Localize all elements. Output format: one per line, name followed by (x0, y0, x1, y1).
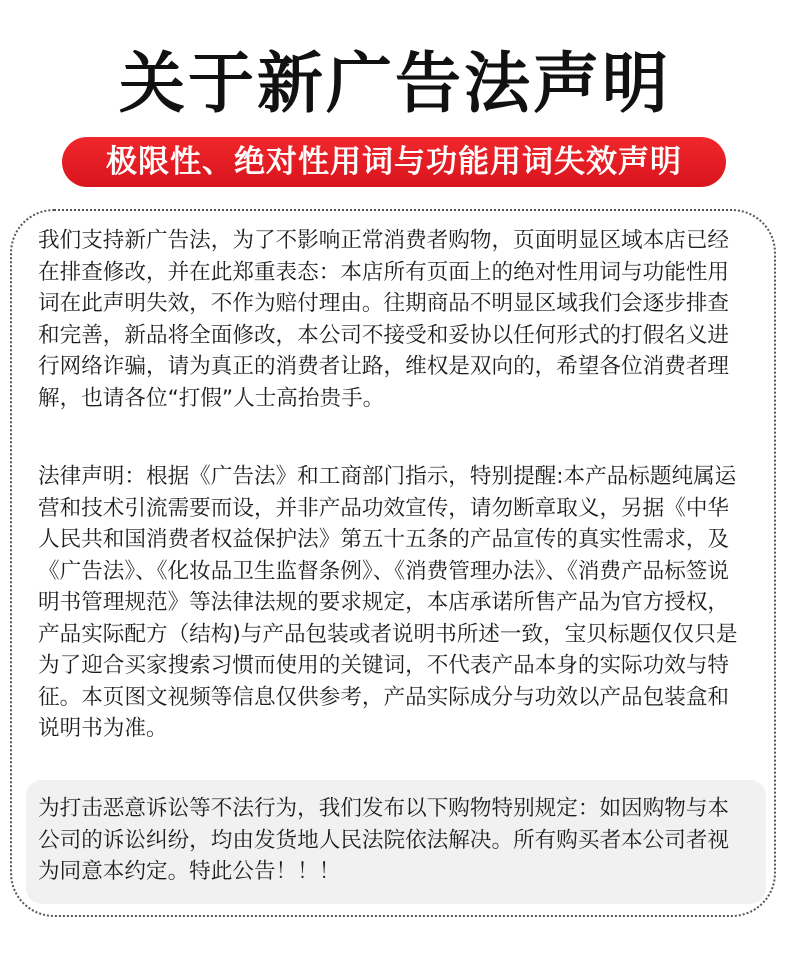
subtitle-text: 极限性、绝对性用词与功能用词失效声明 (106, 144, 682, 180)
legal-statement-paragraph: 法律声明：根据《广告法》和工商部门指示，特别提醒:本产品标题纯属运营和技术引流需要而设，并非产品功效宣传，请勿断章取义，另据《中华人民共和国消费者权益保护法》第五十五条的产品宣传的真实性需求，及《广告法》、《化妆品卫生监督条例》、《消费管理办法》、《消费产品标签说明书管理规范》等法律法规的要求规定，本店承诺所售产品为官方授权，产品实际配方（结构)与产品包装或者说明书所述一致，宝贝标题仅仅只是为了迎合买家搜索习惯而使用的关键词，不代表产品本身的实际功效与特征。本页图文视频等信息仅供参考，产品实际成分与功效以产品包装盒和说明书为准。 (38, 464, 738, 741)
support-statement-paragraph: 我们支持新广告法，为了不影响正常消费者购物，页面明显区域本店已经在排查修改，并在此郑重表态：本店所有页面上的绝对性用词与功能性用词在此声明失效，不作为赔付理由。往期商品不明显区域我们会逐步排查和完善，新品将全面修改，本公司不接受和妥协以任何形式的打假名义进行网络诈骗，请为真正的消费者让路，维权是双向的，希望各位消费者理解，也请各位“打假”人士高抬贵手。 (38, 228, 730, 411)
page-title: 关于新广告法声明 (119, 45, 671, 122)
special-rules-paragraph: 为打击恶意诉讼等不法行为，我们发布以下购物特别规定：如因购物与本公司的诉讼纠纷，均由发货地人民法院依法解决。所有购买者本公司者视为同意本约定。特此公告！！！ (38, 796, 730, 884)
subtitle-banner (62, 137, 726, 187)
